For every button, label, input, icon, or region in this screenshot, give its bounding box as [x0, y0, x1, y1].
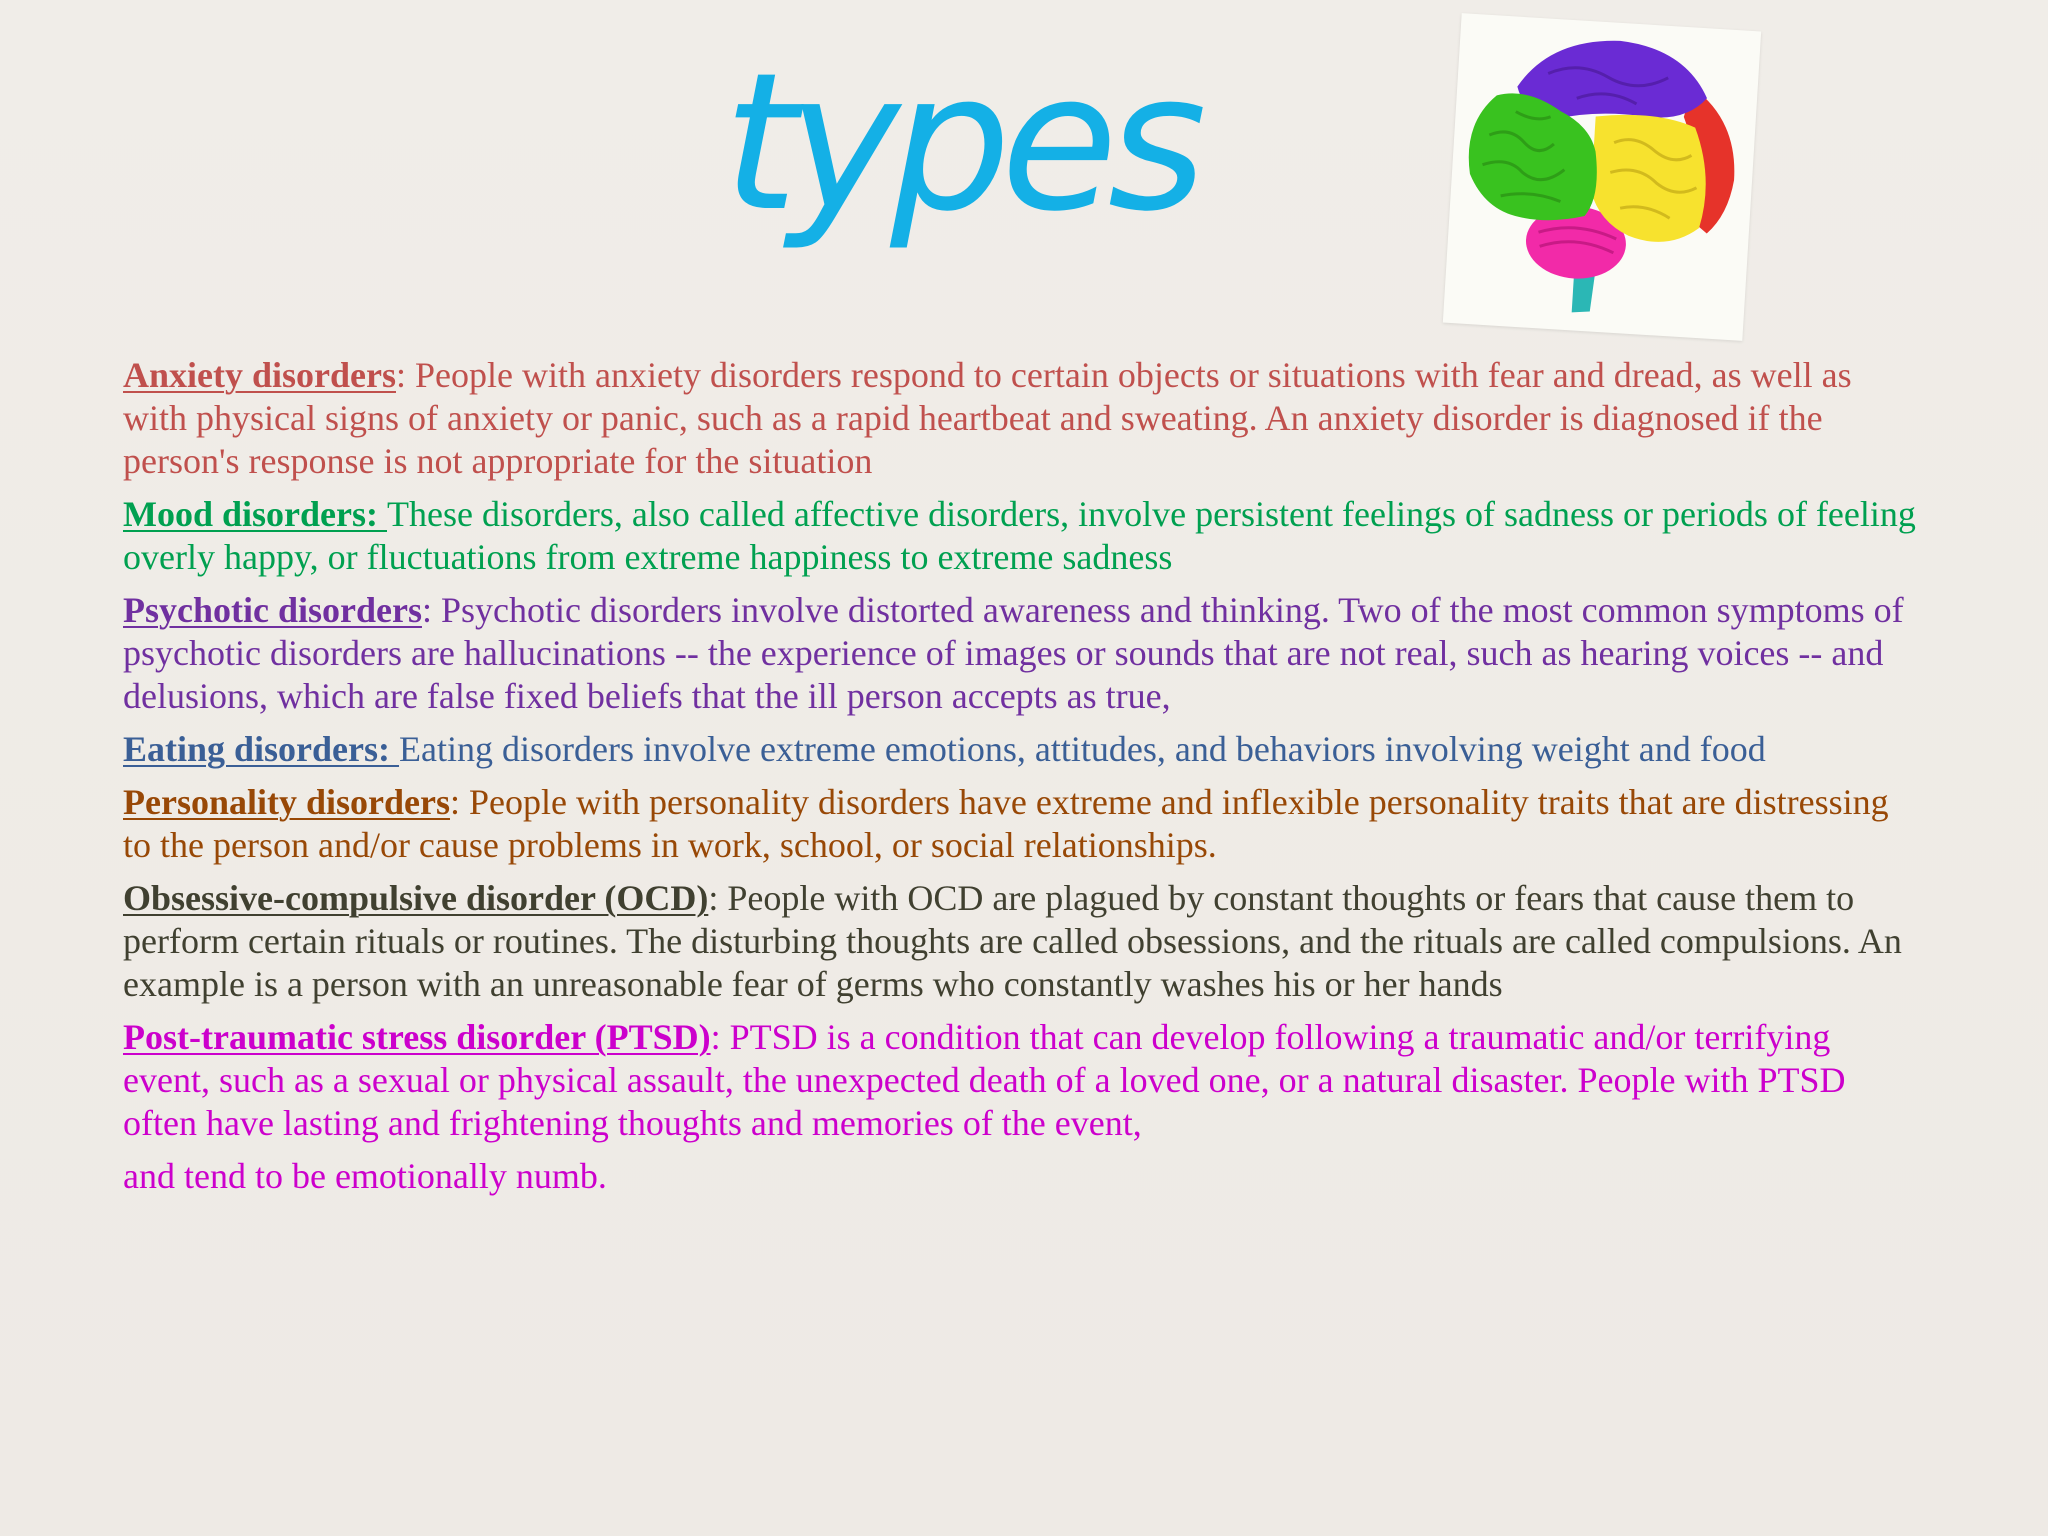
list-item	[123, 354, 1923, 483]
item-term: Eating disorders:	[123, 729, 400, 769]
item-text: These disorders, also called affective disorders, involve persistent feelings of sadness or periods of feeling overly happy, or fluctuations from extreme happiness to extreme sadness	[123, 494, 1916, 577]
item-term: Post-traumatic stress disorder (PTSD)	[123, 1017, 711, 1057]
item-text: Eating disorders involve extreme emotions, attitudes, and behaviors involving weight and food	[399, 729, 1766, 769]
brain-image	[1452, 22, 1772, 352]
disorder-list	[123, 354, 1923, 1198]
item-separator: :	[421, 590, 432, 630]
item-separator: :	[710, 1017, 721, 1057]
brain-image-card	[1443, 13, 1761, 341]
item-term: Obsessive-compulsive disorder (OCD)	[123, 878, 709, 918]
list-item	[123, 781, 1923, 867]
list-item	[123, 493, 1923, 579]
item-term: Personality disorders	[123, 782, 450, 822]
item-text: People with anxiety disorders respond to certain objects or situations with fear and dread, as well as with physical signs of anxiety or panic, such as a rapid heartbeat and sweating. An anxiety disorder is diagnosed if the person's response is not appropriate for the situation	[123, 355, 1852, 481]
item-separator: :	[396, 355, 407, 395]
item-separator: :	[449, 782, 460, 822]
item-term: Anxiety disorders	[123, 355, 396, 395]
list-item	[123, 728, 1923, 771]
item-term: Psychotic disorders	[123, 590, 422, 630]
brain-icon	[1443, 13, 1761, 341]
list-item-continuation: and tend to be emotionally numb.	[123, 1156, 607, 1196]
list-item	[123, 1016, 1923, 1145]
slide-title: types	[723, 32, 1197, 253]
item-text: People with OCD are plagued by constant thoughts or fears that cause them to perform certain rituals or routines. The disturbing thoughts are called obsessions, and the rituals are called compulsions. An example is a person with an unreasonable fear of germs who constantly washes his or her hands	[123, 878, 1902, 1004]
item-term: Mood disorders:	[123, 494, 387, 534]
item-separator: :	[708, 878, 728, 918]
list-item	[123, 877, 1923, 1006]
item-text: PTSD is a condition that can develop following a traumatic and/or terrifying event, such as a sexual or physical assault, the unexpected death of a loved one, or a natural disaster. People with PTSD often have lasting and frightening thoughts and memories of the event,	[123, 1017, 1846, 1143]
item-text: People with personality disorders have extreme and inflexible personality traits that are distressing to the person and/or cause problems in work, school, or social relationships.	[123, 782, 1889, 865]
list-item	[123, 589, 1923, 718]
item-text: Psychotic disorders involve distorted awareness and thinking. Two of the most common symptoms of psychotic disorders are hallucinations -- the experience of images or sounds that are not real, such as hearing voices -- and delusions, which are false fixed beliefs that the ill person accepts as true,	[123, 590, 1904, 716]
